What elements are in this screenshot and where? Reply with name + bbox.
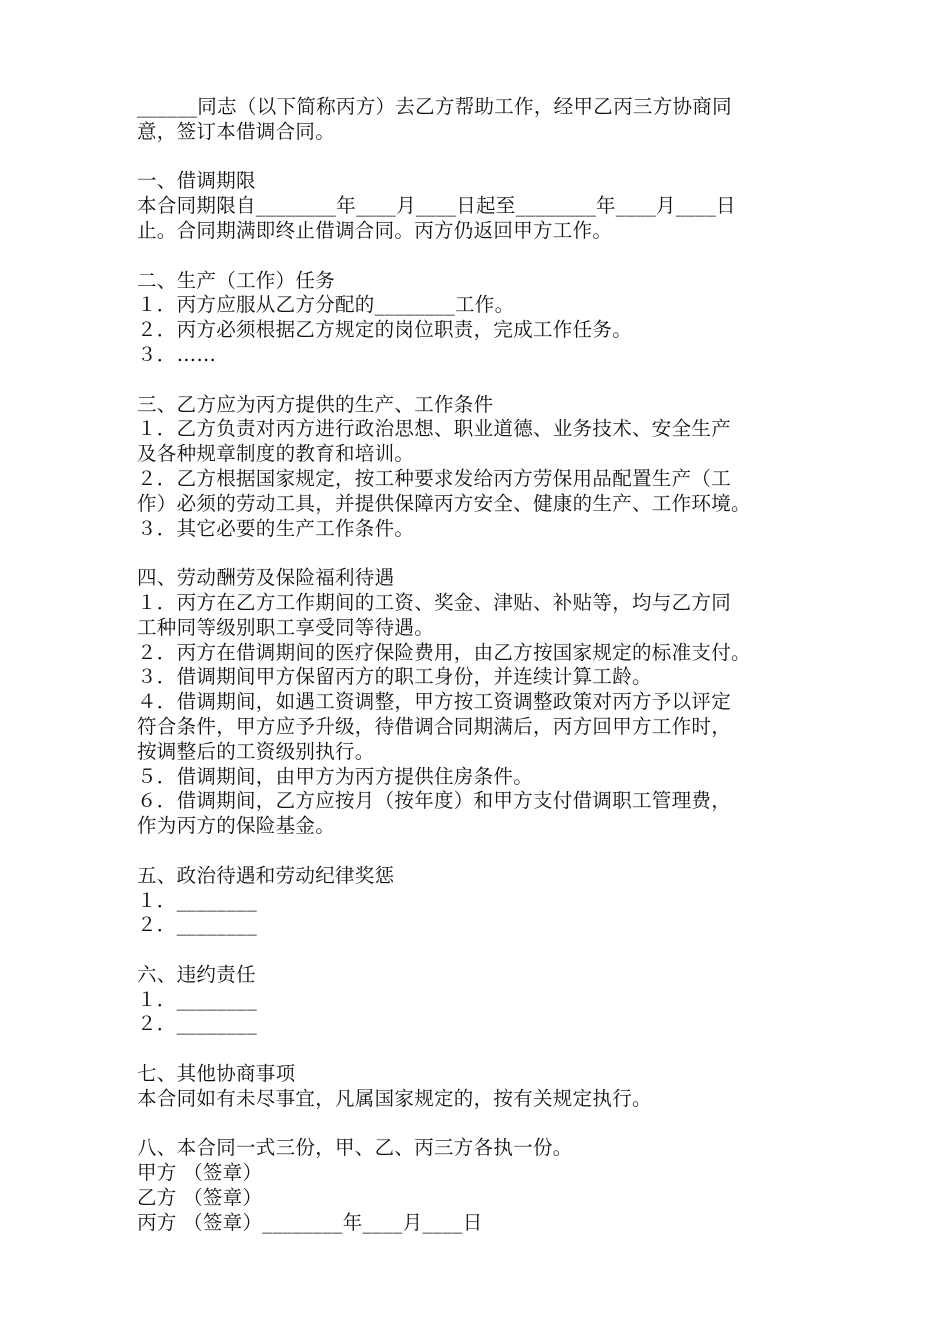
section-4-item-6a: ６．借调期间，乙方应按月（按年度）和甲方支付借调职工管理费， bbox=[137, 789, 732, 813]
spacer bbox=[137, 938, 827, 963]
section-2-item-1: １．丙方应服从乙方分配的________工作。 bbox=[137, 293, 515, 317]
section-2-item-3: ３．…… bbox=[137, 342, 217, 366]
section-4-item-3: ３．借调期间甲方保留丙方的职工身份，并连续计算工龄。 bbox=[137, 665, 652, 689]
section-1-line-2: 止。合同期满即终止借调合同。丙方仍返回甲方工作。 bbox=[137, 218, 613, 242]
intro-line-1: ______同志（以下简称丙方）去乙方帮助工作，经甲乙丙三方协商同 bbox=[137, 95, 732, 118]
intro-line-2: 意，签订本借调合同。 bbox=[137, 119, 336, 143]
party-c-signature-date: 丙方 （签章）________年____月____日 bbox=[137, 1210, 483, 1234]
section-6-heading: 六、违约责任 bbox=[137, 962, 256, 986]
section-4-item-2: ２．丙方在借调期间的医疗保险费用，由乙方按国家规定的标准支付。 bbox=[137, 640, 751, 664]
contract-page bbox=[137, 95, 827, 1236]
section-4-heading: 四、劳动酬劳及保险福利待遇 bbox=[137, 566, 395, 590]
section-3-item-2a: ２．乙方根据国家规定，按工种要求发给丙方劳保用品配置生产（工 bbox=[137, 466, 732, 490]
section-3-heading: 三、乙方应为丙方提供的生产、工作条件 bbox=[137, 392, 494, 416]
section-3-item-3: ３．其它必要的生产工作条件。 bbox=[137, 516, 415, 540]
spacer bbox=[137, 839, 827, 864]
section-4-item-6b: 作为丙方的保险基金。 bbox=[137, 814, 336, 838]
section-4-item-1b: 工种同等级别职工享受同等待遇。 bbox=[137, 615, 435, 639]
spacer bbox=[137, 368, 827, 393]
spacer bbox=[137, 1112, 827, 1137]
section-2-heading: 二、生产（工作）任务 bbox=[137, 268, 336, 292]
spacer bbox=[137, 541, 827, 566]
section-4-item-4a: ４．借调期间，如遇工资调整，甲方按工资调整政策对丙方予以评定 bbox=[137, 690, 732, 714]
section-4-item-4c: 按调整后的工资级别执行。 bbox=[137, 739, 375, 763]
party-a-signature: 甲方 （签章） bbox=[137, 1161, 263, 1185]
section-5-item-1: １．________ bbox=[137, 888, 257, 912]
spacer bbox=[137, 1037, 827, 1062]
section-3-item-2b: 作）必须的劳动工具，并提供保障丙方安全、健康的生产、工作环境。 bbox=[137, 491, 751, 515]
section-4-item-1a: １．丙方在乙方工作期间的工资、奖金、津贴、补贴等，均与乙方同 bbox=[137, 590, 732, 614]
section-7-heading: 七、其他协商事项 bbox=[137, 1062, 296, 1086]
spacer bbox=[137, 145, 827, 170]
section-4-item-5: ５．借调期间，由甲方为丙方提供住房条件。 bbox=[137, 764, 534, 788]
section-4-item-4b: 符合条件，甲方应予升级，待借调合同期满后，丙方回甲方工作时， bbox=[137, 714, 732, 738]
section-2-item-2: ２．丙方必须根据乙方规定的岗位职责，完成工作任务。 bbox=[137, 318, 633, 342]
section-6-item-2: ２．________ bbox=[137, 1012, 257, 1036]
section-3-item-1a: １．乙方负责对丙方进行政治思想、职业道德、业务技术、安全生产 bbox=[137, 417, 732, 441]
spacer bbox=[137, 244, 827, 269]
section-3-item-1b: 及各种规章制度的教育和培训。 bbox=[137, 442, 415, 466]
party-b-signature: 乙方 （签章） bbox=[137, 1186, 263, 1210]
section-6-item-1: １．________ bbox=[137, 987, 257, 1011]
section-8-heading: 八、本合同一式三份，甲、乙、丙三方各执一份。 bbox=[137, 1136, 573, 1160]
section-7-line-1: 本合同如有未尽事宜，凡属国家规定的，按有关规定执行。 bbox=[137, 1086, 652, 1110]
section-1-line-1: 本合同期限自________年____月____日起至________年____月____日 bbox=[137, 194, 736, 218]
section-5-heading: 五、政治待遇和劳动纪律奖惩 bbox=[137, 863, 395, 887]
section-1-heading: 一、借调期限 bbox=[137, 169, 256, 193]
section-5-item-2: ２．________ bbox=[137, 913, 257, 937]
